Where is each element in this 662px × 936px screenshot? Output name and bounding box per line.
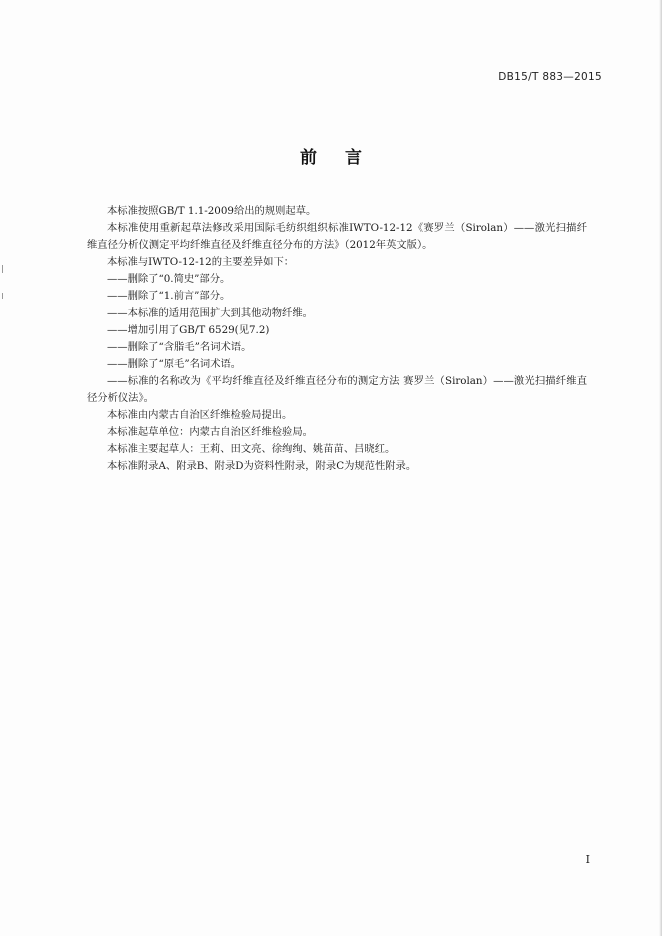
scan-mark xyxy=(2,293,3,299)
difference-item: ——删除了“原毛”名词术语。 xyxy=(107,358,242,370)
paragraph-drafters: 本标准主要起草人：王莉、田文亮、徐绚绚、姚苗苗、吕晓红。 xyxy=(107,443,396,455)
paragraph-drafting-rules: 本标准按照GB/T 1.1-2009给出的规则起草。 xyxy=(107,205,317,217)
paragraph-differences-intro: 本标准与IWTO-12-12的主要差异如下： xyxy=(107,256,295,268)
paragraph-proposer: 本标准由内蒙古自治区纤维检验局提出。 xyxy=(107,409,293,421)
page-number: I xyxy=(585,853,590,866)
paragraph-drafting-unit: 本标准起草单位：内蒙古自治区纤维检验局。 xyxy=(107,426,313,438)
foreword-body xyxy=(87,203,587,475)
scan-mark xyxy=(2,265,3,273)
page-title: 前言 xyxy=(300,148,390,168)
paragraph-annexes: 本标准附录A、附录B、附录D为资料性附录，附录C为规范性附录。 xyxy=(107,460,417,472)
difference-item: ——标准的名称改为《平均纤维直径及纤维直径分布的测定方法 赛罗兰（Sirolan）——激光扫描纤维直径分析仪法》。 xyxy=(87,375,587,404)
difference-item: ——增加引用了GB/T 6529(见7.2) xyxy=(107,324,270,336)
difference-item: ——删除了“1.前言”部分。 xyxy=(107,290,231,302)
paragraph-adoption: 本标准使用重新起草法修改采用国际毛纺织组织标准IWTO-12-12《赛罗兰（Sirolan）——激光扫描纤维直径分析仪测定平均纤维直径及纤维直径分布的方法》（2012年英文版）。 xyxy=(87,222,587,251)
difference-item: ——删除了“0.简史”部分。 xyxy=(107,273,231,285)
difference-item: ——本标准的适用范围扩大到其他动物纤维。 xyxy=(107,307,313,319)
standard-code: DB15/T 883—2015 xyxy=(498,71,602,83)
difference-item: ——删除了“含脂毛”名词术语。 xyxy=(107,341,252,353)
